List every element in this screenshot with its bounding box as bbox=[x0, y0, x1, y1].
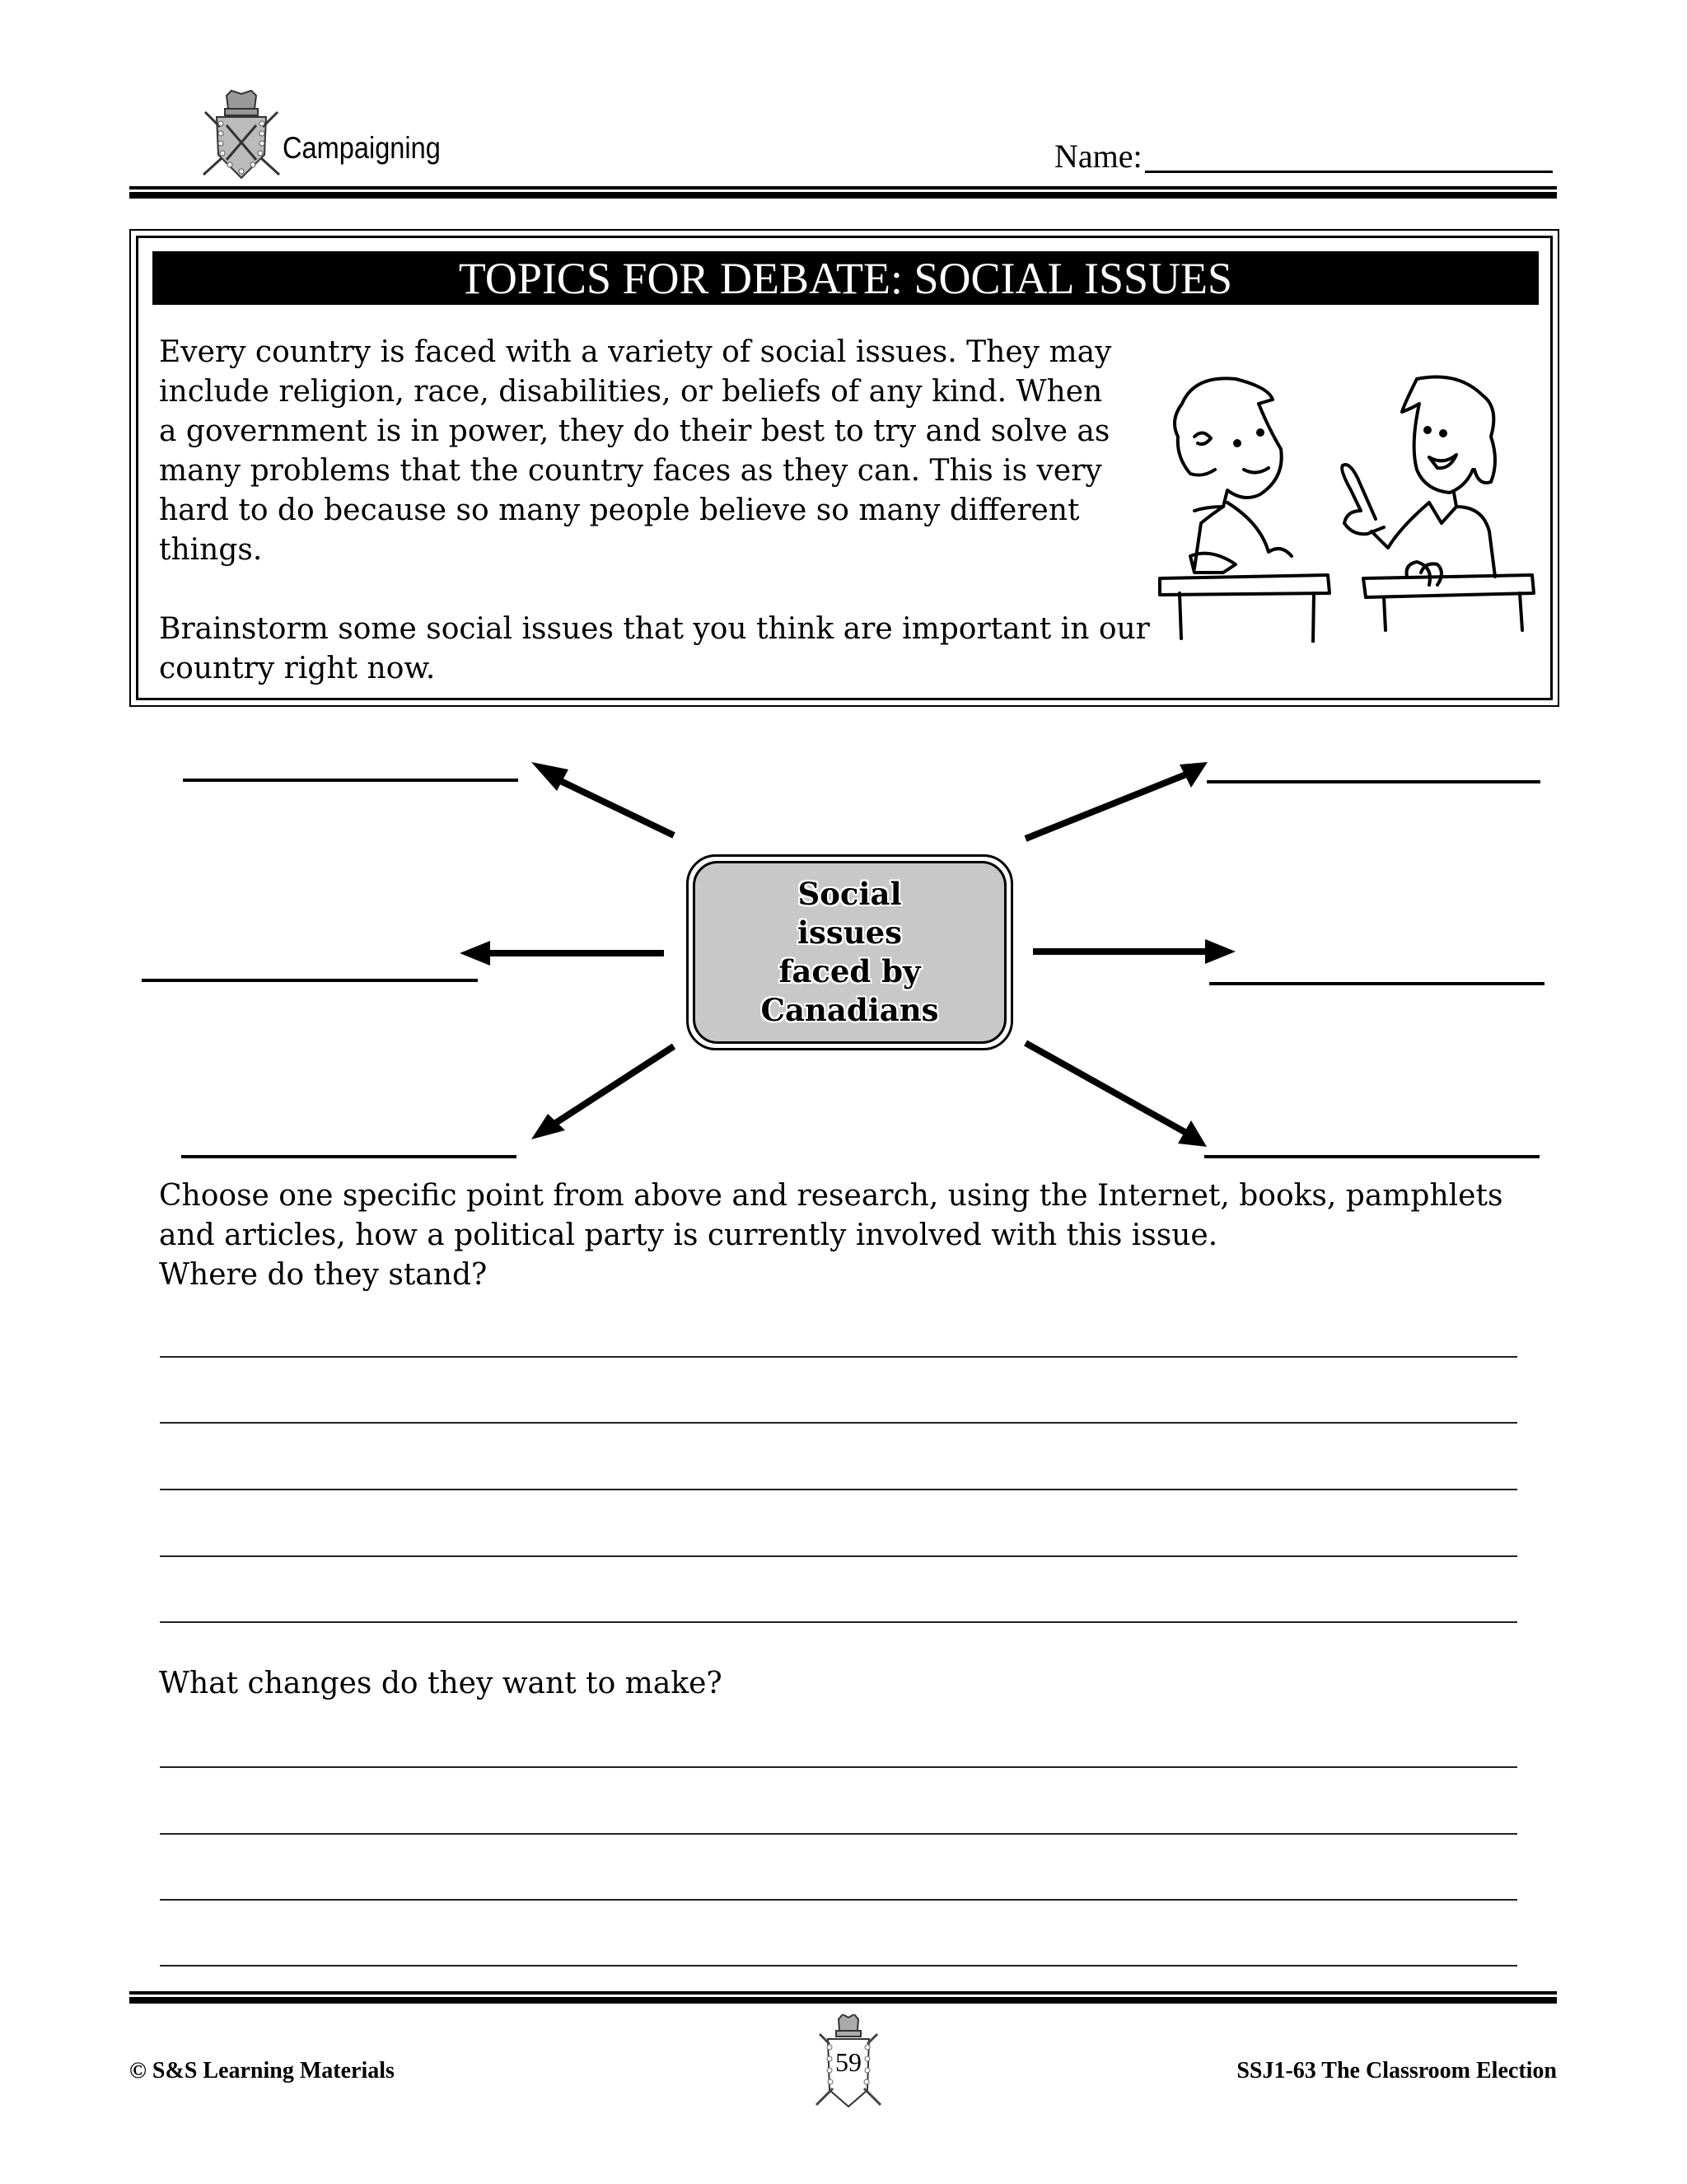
intro-line: hard to do because so many people believe so many different bbox=[159, 493, 1080, 527]
page-title: TOPICS FOR DEBATE: SOCIAL ISSUES bbox=[152, 251, 1539, 305]
intro-line: a government is in power, they do their best to try and solve as bbox=[159, 414, 1110, 448]
answer-line-q1[interactable] bbox=[160, 1555, 1517, 1557]
brainstorm-blank-top-right[interactable] bbox=[1207, 780, 1540, 783]
answer-line-q1[interactable] bbox=[160, 1356, 1517, 1358]
answer-line-q1[interactable] bbox=[160, 1489, 1517, 1490]
answer-line-q1[interactable] bbox=[160, 1621, 1517, 1623]
answer-line-q1[interactable] bbox=[160, 1422, 1517, 1424]
answer-line-q2[interactable] bbox=[160, 1899, 1517, 1901]
book-title: SSJ1-63 The Classroom Election bbox=[1236, 2058, 1557, 2083]
question-line: Where do they stand? bbox=[159, 1258, 488, 1292]
center-line: Social issues bbox=[797, 876, 902, 951]
answer-line-q2[interactable] bbox=[160, 1833, 1517, 1835]
center-topic-label bbox=[743, 875, 957, 1030]
brainstorm-blank-mid-right[interactable] bbox=[1209, 982, 1544, 985]
brainstorm-blank-mid-left[interactable] bbox=[142, 979, 478, 982]
intro-line: many problems that the country faces as they can. This is very bbox=[159, 454, 1102, 488]
copyright-text: © S&S Learning Materials bbox=[129, 2058, 395, 2083]
arrow-top-left bbox=[550, 776, 674, 835]
center-line: Canadians bbox=[760, 992, 939, 1028]
footer-rule-thin bbox=[129, 1991, 1557, 1995]
center-line: faced by bbox=[778, 953, 921, 989]
center-topic-inner bbox=[693, 861, 1007, 1044]
question-2 bbox=[159, 1664, 1559, 1704]
instruction-line: country right now. bbox=[159, 652, 436, 685]
intro-line: things. bbox=[159, 533, 263, 567]
name-label: Name: bbox=[1054, 138, 1143, 175]
brainstorm-blank-bottom-left[interactable] bbox=[181, 1155, 516, 1158]
question-line: Choose one specific point from above and research, using the Internet, books, pamphlets bbox=[159, 1179, 1503, 1213]
question-line: What changes do they want to make? bbox=[159, 1667, 722, 1700]
brainstorm-blank-top-left[interactable] bbox=[183, 779, 518, 782]
instruction-line: Brainstorm some social issues that you think are important in our bbox=[159, 612, 1150, 646]
section-label: Campaigning bbox=[283, 131, 441, 165]
intro-line: Every country is faced with a variety of social issues. They may bbox=[159, 335, 1112, 369]
answer-line-q2[interactable] bbox=[160, 1766, 1517, 1768]
intro-line: include religion, race, disabilities, or beliefs of any kind. When bbox=[159, 375, 1103, 409]
question-1 bbox=[159, 1176, 1559, 1295]
brainstorm-blank-bottom-right[interactable] bbox=[1204, 1155, 1540, 1158]
page-number: 59 bbox=[835, 2047, 862, 2077]
question-line: and articles, how a political party is currently involved with this issue. bbox=[159, 1218, 1218, 1252]
footer-rule-thick bbox=[129, 1997, 1557, 2004]
answer-line-q2[interactable] bbox=[160, 1965, 1517, 1967]
center-topic-box bbox=[686, 854, 1013, 1050]
